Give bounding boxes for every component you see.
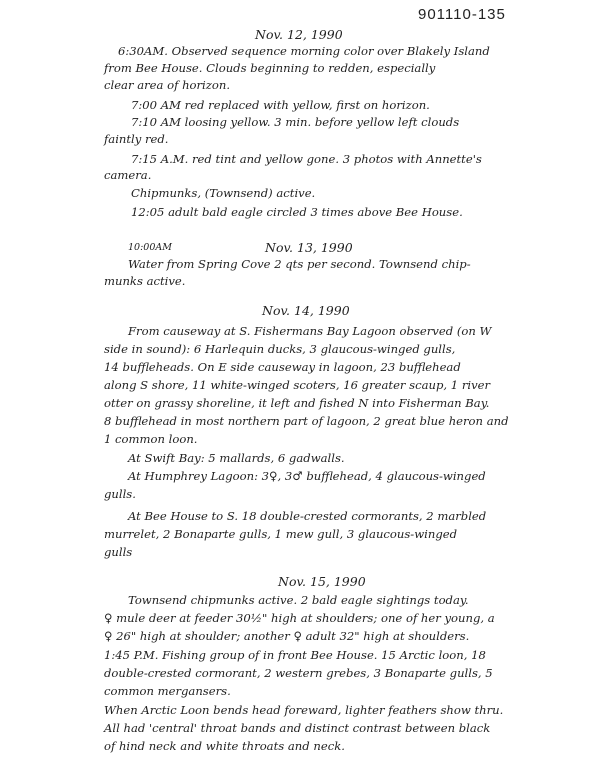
entry-line: 8 bufflehead in most northern part of lagoon, 2 great blue heron and — [104, 414, 509, 428]
entry-line: along S shore, 11 white-winged scoters, 16 greater scaup, 1 river — [104, 378, 491, 392]
entry-line: At Swift Bay: 5 mallards, 6 gadwalls. — [128, 451, 345, 465]
entry-time: 10:00AM — [128, 242, 172, 253]
entry-line: faintly red. — [104, 132, 169, 146]
entry-line: 12:05 adult bald eagle circled 3 times above Bee House. — [131, 205, 463, 219]
entry-date: Nov. 12, 1990 — [255, 27, 343, 42]
entry-line: common mergansers. — [104, 684, 231, 698]
entry-line: 7:15 A.M. red tint and yellow gone. 3 photos with Annette's — [131, 152, 482, 166]
entry-line: clear area of horizon. — [104, 78, 231, 92]
entry-line: 1:45 P.M. Fishing group of in front Bee House. 15 Arctic loon, 18 — [104, 648, 486, 662]
entry-line: 1 common loon. — [104, 432, 198, 446]
entry-line: From causeway at S. Fishermans Bay Lagoon observed (on W — [128, 324, 492, 338]
entry-line: camera. — [104, 168, 152, 182]
entry-line: Chipmunks, (Townsend) active. — [131, 186, 316, 200]
document-id: 901110-135 — [418, 6, 506, 23]
entry-line: murrelet, 2 Bonaparte gulls, 1 mew gull, 3 glaucous-winged — [104, 527, 458, 541]
entry-line: 7:00 AM red replaced with yellow, first on horizon. — [131, 98, 430, 112]
entry-line: At Humphrey Lagoon: 3♀, 3♂ bufflehead, 4 glaucous-winged — [128, 469, 486, 483]
entry-line: double-crested cormorant, 2 western grebes, 3 Bonaparte gulls, 5 — [104, 666, 493, 680]
entry-line: When Arctic Loon bends head foreward, lighter feathers show thru. — [104, 703, 504, 717]
entry-line: otter on grassy shoreline, it left and fished N into Fisherman Bay. — [104, 396, 490, 410]
entry-line: 7:10 AM loosing yellow. 3 min. before yellow left clouds — [131, 115, 460, 129]
entry-line: All had 'central' throat bands and distinct contrast between black — [104, 721, 491, 735]
entry-line: of hind neck and white throats and neck. — [104, 739, 345, 753]
entry-line: Water from Spring Cove 2 qts per second. Townsend chip- — [128, 257, 471, 271]
entry-date: Nov. 15, 1990 — [278, 574, 366, 589]
entry-date: Nov. 14, 1990 — [262, 303, 350, 318]
entry-line: munks active. — [104, 274, 186, 288]
entry-line: 6:30AM. Observed sequence morning color over Blakely Island — [118, 44, 490, 58]
entry-line: gulls. — [104, 487, 136, 501]
entry-line: from Bee House. Clouds beginning to redden, especially — [104, 61, 436, 75]
entry-line: 14 buffleheads. On E side causeway in lagoon, 23 bufflehead — [104, 360, 461, 374]
entry-date: Nov. 13, 1990 — [265, 240, 353, 255]
entry-line: ♀ 26" high at shoulder; another ♀ adult 32" high at shoulders. — [104, 629, 470, 643]
entry-line: gulls — [104, 545, 133, 559]
entry-line: side in sound): 6 Harlequin ducks, 3 glaucous-winged gulls, — [104, 342, 456, 356]
entry-line: ♀ mule deer at feeder 30½" high at shoulders; one of her young, a — [104, 611, 495, 625]
entry-line: At Bee House to S. 18 double-crested cormorants, 2 marbled — [128, 509, 487, 523]
entry-line: Townsend chipmunks active. 2 bald eagle sightings today. — [128, 593, 469, 607]
